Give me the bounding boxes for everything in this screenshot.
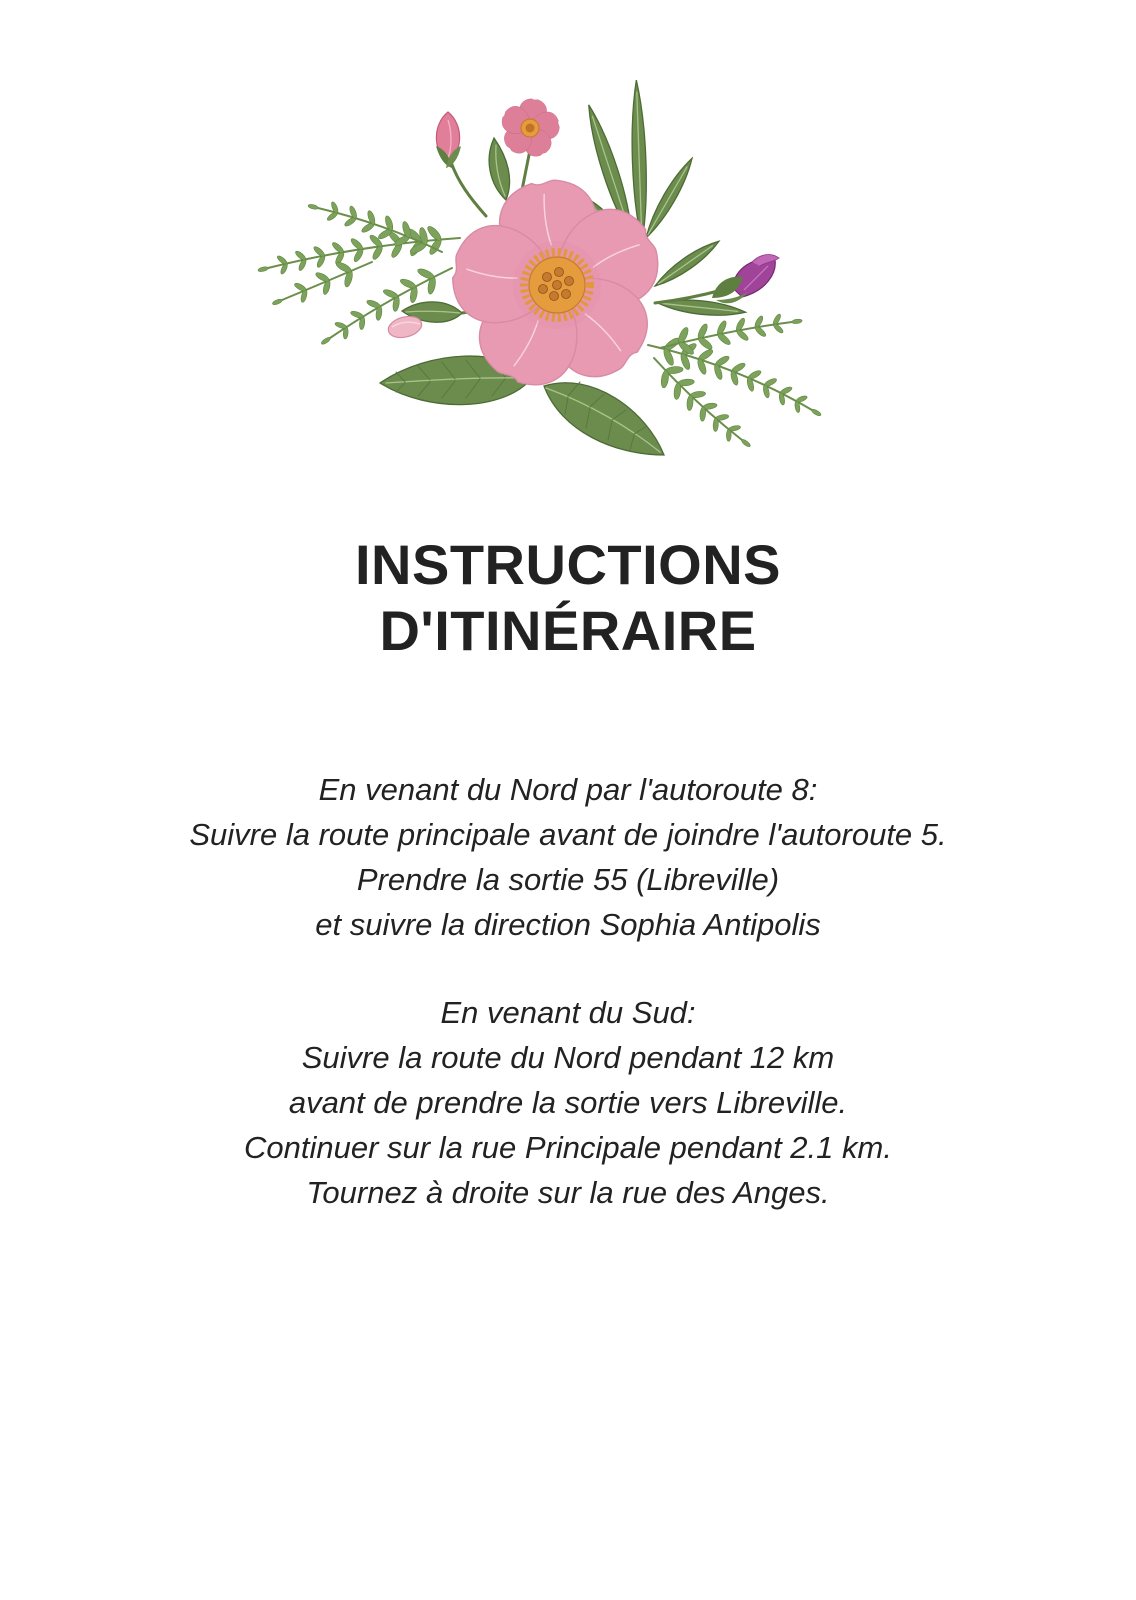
direction-heading: En venant du Sud: [440, 995, 696, 1030]
fern-leaflet [382, 288, 399, 299]
direction-line: Prendre la sortie 55 (Libreville) [356, 862, 780, 897]
direction-line: Suivre la route du Nord pendant 12 km [301, 1040, 835, 1075]
fern-leaflet [366, 299, 381, 309]
direction-line: Tournez à droite sur la rue des Anges. [306, 1175, 830, 1210]
fern-leaflet [272, 298, 283, 306]
fern-leaflet [399, 277, 417, 290]
fern-sprig-left [258, 201, 460, 345]
fern-leaflet [741, 438, 752, 448]
floral-bouquet-icon [255, 70, 830, 470]
fern-leaflet [350, 310, 364, 319]
fern-leaflet [660, 370, 669, 388]
fern-sprig-right [648, 313, 822, 448]
fern-leaflet [320, 336, 331, 345]
leaf [489, 138, 509, 200]
title-line: INSTRUCTIONS [355, 533, 781, 596]
fern-leaflet [662, 347, 675, 366]
fern-leaflet [696, 358, 708, 376]
fern-leaflet [699, 407, 706, 422]
directions-from-north [0, 767, 1136, 947]
small-pink-flower [498, 97, 561, 160]
fern-leaflet [686, 395, 693, 411]
fern-leaflet [792, 319, 803, 324]
directions-from-south [0, 990, 1136, 1215]
fern-leaflet [726, 429, 731, 441]
direction-heading: En venant du Nord par l'autoroute 8: [318, 772, 818, 807]
direction-line: et suivre la direction Sophia Antipolis [315, 907, 821, 942]
direction-line: avant de prendre la sortie vers Libreville. [288, 1085, 848, 1120]
direction-line: Suivre la route principale avant de joindre l'autoroute 5. [189, 817, 947, 852]
fern-leaflet [713, 418, 719, 431]
title-line: D'ITINÉRAIRE [379, 599, 757, 662]
pink-bud-icon [436, 112, 486, 216]
direction-line: Continuer sur la rue Principale pendant 2.1 km. [244, 1130, 892, 1165]
fern-leaflet [673, 383, 681, 400]
page-title [0, 532, 1136, 664]
fern-leaflet [713, 364, 724, 381]
fern-leaflet [335, 260, 353, 274]
fern-leaflet [293, 282, 307, 293]
fern-leaflet [308, 204, 319, 210]
leaf-lower-right [544, 382, 664, 455]
fern-leaflet [416, 267, 435, 281]
fern-leaflet [314, 271, 330, 283]
fern-leaflet [334, 321, 347, 329]
fern-leaflet [258, 266, 269, 273]
fern-leaflet [811, 408, 822, 417]
